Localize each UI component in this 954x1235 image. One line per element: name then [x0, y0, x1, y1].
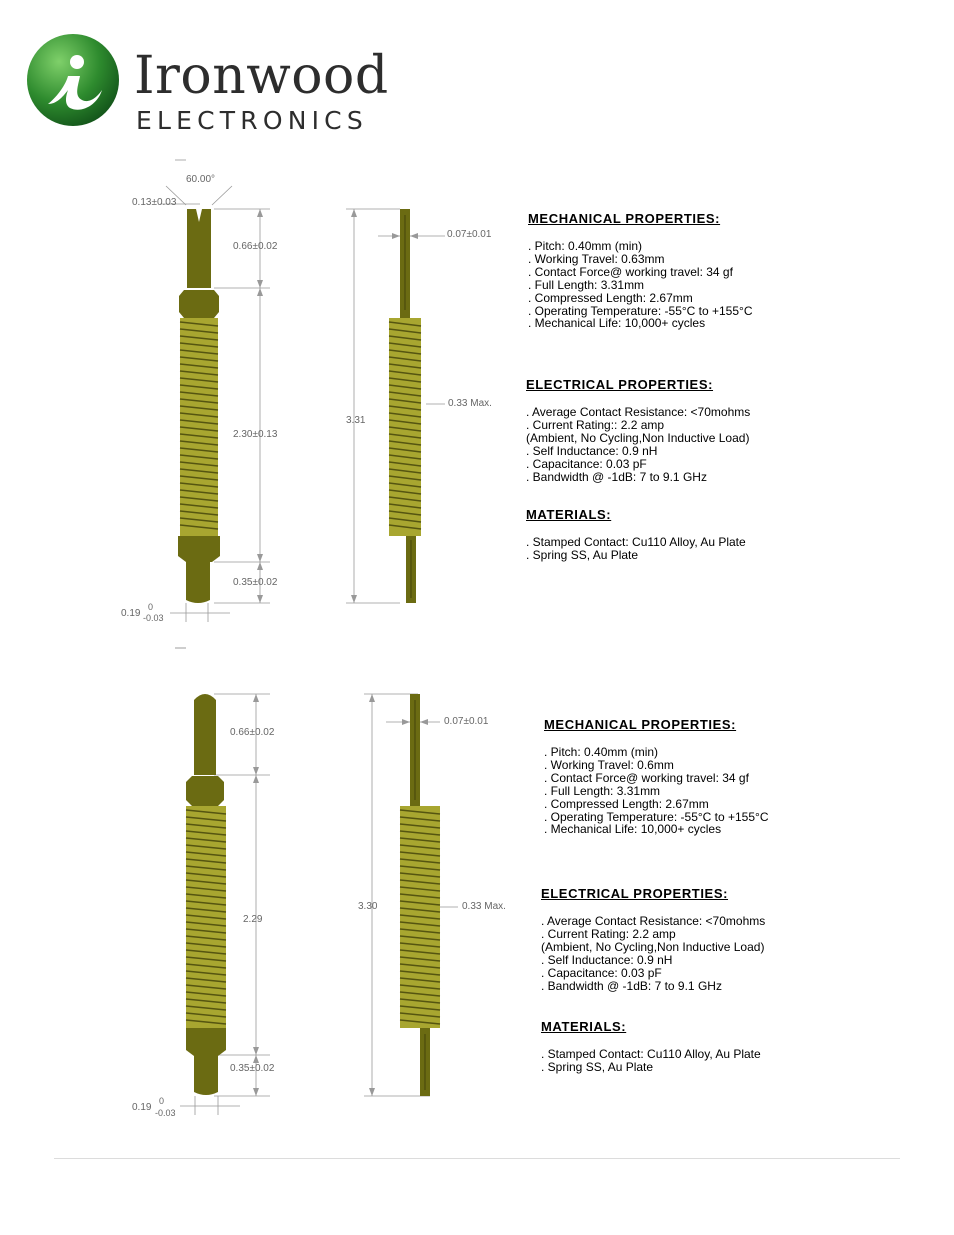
list-item: . Compressed Length: 2.67mm	[528, 290, 693, 305]
list-item: . Working Travel: 0.6mm	[544, 757, 674, 772]
list-item: . Stamped Contact: Cu110 Alloy, Au Plate	[541, 1047, 761, 1061]
list-item: . Operating Temperature: -55°C to +155°C	[544, 809, 769, 824]
dim-upper: 0.66±0.02	[233, 241, 278, 252]
top-materials-list	[526, 536, 746, 562]
list-item: . Stamped Contact: Cu110 Alloy, Au Plate	[526, 535, 746, 549]
list-item: . Spring SS, Au Plate	[541, 1059, 654, 1074]
dim-lower: 0.35±0.02	[230, 1063, 275, 1074]
top-electrical-list	[526, 406, 750, 483]
brand-name: Ironwood	[134, 46, 389, 106]
list-item: . Current Rating: 2.2 amp	[541, 926, 676, 941]
list-item: . Capacitance: 0.03 pF	[526, 456, 647, 471]
dim-dia-tol-upper: 0	[148, 602, 154, 612]
dim-dia: 0.19	[132, 1102, 152, 1113]
list-item: . Self Inductance: 0.9 nH	[526, 443, 658, 458]
list-item: . Mechanical Life: 10,000+ cycles	[544, 822, 722, 837]
bottom-mechanical-list	[544, 746, 769, 836]
bottom-pin-side-view	[364, 694, 458, 1096]
list-item: . Full Length: 3.31mm	[544, 783, 661, 798]
list-item: . Contact Force@ working travel: 34 gf	[544, 770, 749, 785]
list-item: . Mechanical Life: 10,000+ cycles	[528, 316, 706, 331]
dim-body: 2.30±0.13	[233, 429, 278, 440]
dim-dia-tol-lower: -0.03	[155, 1108, 176, 1118]
list-item: (Ambient, No Cycling,Non Inductive Load)	[526, 430, 750, 445]
dim-thickness: 0.07±0.01	[447, 229, 492, 240]
list-item: . Bandwidth @ -1dB: 7 to 9.1 GHz	[526, 469, 707, 484]
top-mechanical-list	[528, 240, 753, 330]
bottom-pin-front-view	[175, 648, 270, 1115]
dim-thickness: 0.07±0.01	[444, 716, 489, 727]
list-item: . Self Inductance: 0.9 nH	[541, 952, 673, 967]
bottom-electrical-list	[541, 915, 765, 992]
dim-upper: 0.66±0.02	[230, 727, 275, 738]
bottom-electrical-title: ELECTRICAL PROPERTIES:	[541, 886, 729, 901]
dim-spring-max: 0.33 Max.	[462, 901, 506, 912]
top-materials-title: MATERIALS:	[526, 507, 612, 522]
dim-dia-tol-upper: 0	[159, 1096, 165, 1106]
list-item: . Average Contact Resistance: <70mohms	[541, 914, 766, 928]
dim-overall: 3.31	[346, 415, 366, 426]
list-item: . Bandwidth @ -1dB: 7 to 9.1 GHz	[541, 978, 722, 993]
list-item: . Contact Force@ working travel: 34 gf	[528, 264, 733, 279]
dim-dia: 0.19	[121, 608, 141, 619]
footer-divider	[54, 1158, 900, 1159]
bottom-materials-title: MATERIALS:	[541, 1019, 627, 1034]
list-item: . Working Travel: 0.63mm	[528, 251, 665, 266]
list-item: . Current Rating:: 2.2 amp	[526, 417, 665, 432]
dim-angle: 60.00°	[186, 174, 216, 185]
dim-dia-tol-lower: -0.03	[143, 613, 164, 623]
list-item: . Spring SS, Au Plate	[526, 547, 639, 562]
top-mechanical-title: MECHANICAL PROPERTIES:	[528, 211, 721, 226]
list-item: . Pitch: 0.40mm (min)	[528, 239, 643, 253]
dim-overall: 3.30	[358, 901, 378, 912]
list-item: . Operating Temperature: -55°C to +155°C	[528, 303, 753, 318]
bottom-mechanical-title: MECHANICAL PROPERTIES:	[544, 717, 737, 732]
bottom-materials-list	[541, 1048, 761, 1074]
top-pin-front-view	[160, 160, 270, 648]
list-item: . Pitch: 0.40mm (min)	[544, 745, 659, 759]
list-item: . Compressed Length: 2.67mm	[544, 796, 709, 811]
brand-tagline: ELECTRONICS	[136, 106, 368, 135]
logo-emblem-icon	[27, 34, 119, 126]
list-item: . Average Contact Resistance: <70mohms	[526, 405, 751, 419]
top-pin-side-view	[346, 209, 445, 603]
dim-tip: 0.13±0.03	[132, 197, 177, 208]
list-item: . Capacitance: 0.03 pF	[541, 965, 662, 980]
list-item: (Ambient, No Cycling,Non Inductive Load)	[541, 939, 765, 954]
dim-spring-max: 0.33 Max.	[448, 398, 492, 409]
dim-lower: 0.35±0.02	[233, 577, 278, 588]
dim-body: 2.29	[243, 914, 263, 925]
top-electrical-title: ELECTRICAL PROPERTIES:	[526, 377, 714, 392]
list-item: . Full Length: 3.31mm	[528, 277, 645, 292]
